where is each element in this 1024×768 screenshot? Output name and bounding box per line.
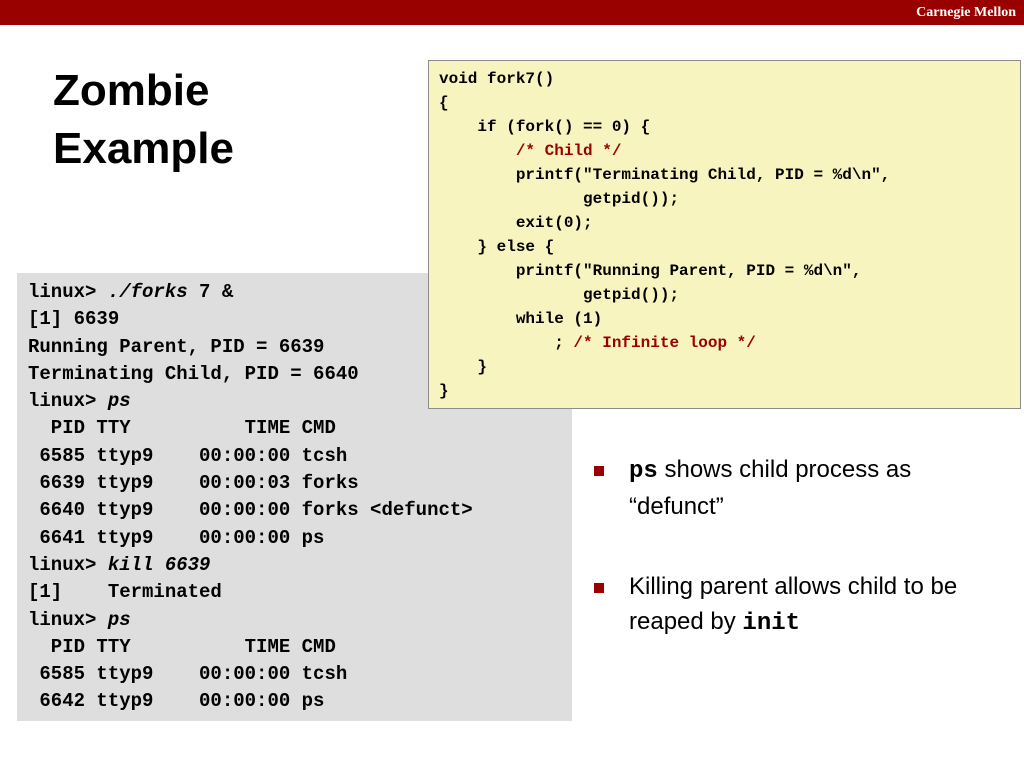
code-comment: /* Infinite loop */ [573,334,756,352]
terminal-text: 6585 ttyp9 00:00:00 tcsh [28,663,348,686]
terminal-line [28,661,572,688]
terminal-line [28,688,572,715]
terminal-text: ps [107,390,131,413]
bullet-item [592,452,1012,524]
code-text: printf("Terminating Child, PID = %d\n", [439,166,891,184]
code-line [439,115,1020,139]
code-listing [428,60,1021,409]
terminal-line [28,497,572,524]
terminal-text: linux> [28,608,108,631]
bullet-code-text: init [742,610,801,637]
terminal-line [28,443,572,470]
code-text: } [439,358,488,376]
title-line-1: Zombie [53,66,210,115]
code-line [439,211,1020,235]
terminal-text: PID TTY TIME CMD [28,635,336,658]
code-line [439,283,1020,307]
terminal-text: ps [107,608,131,631]
terminal-line [28,607,572,634]
code-line [439,163,1020,187]
code-line [439,355,1020,379]
code-text: printf("Running Parent, PID = %d\n", [439,262,862,280]
terminal-line [28,579,572,606]
terminal-text: linux> [28,281,108,303]
code-text: ; [439,334,574,352]
header-bar [0,0,1024,25]
code-text: while (1) [439,310,603,328]
square-bullet-icon [594,583,604,593]
code-line [439,259,1020,283]
bullet-code-text: ps [629,458,658,485]
code-line [439,331,1020,355]
square-bullet-icon [594,466,604,476]
code-text: void fork7() [439,70,555,88]
terminal-text: 6585 ttyp9 00:00:00 tcsh [28,444,348,467]
code-line [439,67,1020,91]
terminal-text: kill 6639 [107,553,211,576]
terminal-text: Running Parent, PID = 6639 [28,335,325,358]
code-text: exit(0); [439,214,593,232]
code-text: } [439,382,449,400]
code-comment: /* Child */ [515,142,622,160]
terminal-line [28,470,572,497]
title-line-2: Example [53,124,234,173]
terminal-text: 7 & [187,281,234,303]
bullet-text: shows child process as “defunct” [629,456,912,520]
terminal-line [28,525,572,552]
slide-title [53,62,234,178]
brand-label: Carnegie Mellon [916,5,1016,20]
code-line [439,307,1020,331]
bullet-list [592,452,1012,686]
terminal-text: linux> [28,390,108,413]
terminal-line [28,634,572,661]
terminal-line [28,415,572,442]
bullet-text: Killing parent allows child to be reaped by [629,573,958,635]
code-line [439,139,1020,163]
bullet-item [592,569,1012,641]
code-line [439,91,1020,115]
terminal-text: Terminating Child, PID = 6640 [28,362,359,385]
code-text: getpid()); [439,286,680,304]
terminal-line [28,552,572,579]
terminal-text: 6641 ttyp9 00:00:00 ps [28,526,325,549]
code-line [439,187,1020,211]
terminal-text: linux> [28,553,108,576]
terminal-text: ./forks [107,281,188,303]
code-text: } else { [439,238,555,256]
terminal-text: PID TTY TIME CMD [28,417,336,440]
terminal-text: [1] Terminated [28,581,222,604]
code-text: { [439,94,449,112]
terminal-text: 6640 ttyp9 00:00:00 forks <defunct> [28,499,473,522]
code-text: getpid()); [439,190,680,208]
code-text [439,142,516,160]
code-line [439,379,1020,403]
code-text: if (fork() == 0) { [439,118,651,136]
terminal-text: 6639 ttyp9 00:00:03 forks [28,472,359,495]
terminal-text: 6642 ttyp9 00:00:00 ps [28,690,325,713]
code-line [439,235,1020,259]
terminal-text: [1] 6639 [28,308,120,331]
